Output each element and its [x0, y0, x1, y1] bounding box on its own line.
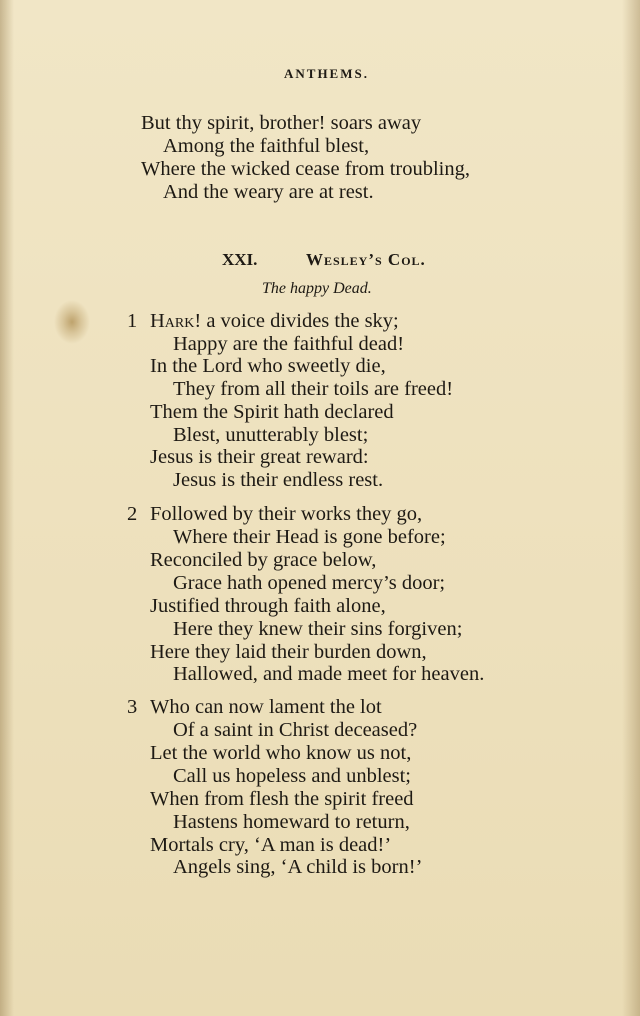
verse-line: Here they laid their burden down,	[150, 641, 427, 663]
prior-stanza-line: Where the wicked cease from troubling,	[141, 158, 471, 180]
verse-line: Call us hopeless and unblest;	[173, 765, 412, 787]
prior-stanza-line: And the weary are at rest.	[163, 181, 374, 203]
verse-number: 1	[127, 310, 138, 332]
verse-line: Reconciled by grace below,	[150, 549, 377, 571]
prior-stanza-line: But thy spirit, brother! soars away	[141, 112, 422, 134]
verse-line: Jesus is their endless rest.	[173, 469, 384, 491]
verse-line: Justified through faith alone,	[150, 595, 386, 617]
verse-line: Jesus is their great reward:	[150, 446, 369, 468]
verse-line: Grace hath opened mercy’s door;	[173, 572, 446, 594]
verse-line: Of a saint in Christ deceased?	[173, 719, 418, 741]
verse-line: They from all their toils are freed!	[173, 378, 454, 400]
hymn-number: XXI.	[222, 250, 258, 269]
verse-number: 2	[127, 503, 138, 525]
hymn-subtitle: The happy Dead.	[262, 280, 372, 297]
verse-line: Mortals cry, ‘A man is dead!’	[150, 834, 392, 856]
prior-stanza-line: Among the faithful blest,	[163, 135, 370, 157]
verse-line: Hastens homeward to return,	[173, 811, 410, 833]
running-head: ANTHEMS.	[284, 66, 369, 81]
verse-line: When from flesh the spirit freed	[150, 788, 414, 810]
verse-line: Angels sing, ‘A child is born!’	[173, 856, 423, 878]
hymn-source: Wesley’s Col.	[306, 250, 426, 269]
verse-first-line	[150, 310, 399, 333]
verse-line: Let the world who know us not,	[150, 742, 412, 764]
verse-line: In the Lord who sweetly die,	[150, 355, 386, 377]
verse-line: Where their Head is gone before;	[173, 526, 446, 548]
verse-line: Hallowed, and made meet for heaven.	[173, 663, 485, 685]
verse-line: Followed by their works they go,	[150, 503, 423, 525]
verse-line: Happy are the faithful dead!	[173, 333, 405, 355]
verse-line: Them the Spirit hath declared	[150, 401, 394, 423]
verse-line: Here they knew their sins forgiven;	[173, 618, 463, 640]
verse-line: Blest, unutterably blest;	[173, 424, 369, 446]
verse-line: Who can now lament the lot	[150, 696, 382, 718]
verse-first-line-rest: ! a voice divides the sky;	[194, 310, 399, 332]
verse-first-word: Hark	[150, 310, 195, 332]
verse-number: 3	[127, 696, 138, 718]
